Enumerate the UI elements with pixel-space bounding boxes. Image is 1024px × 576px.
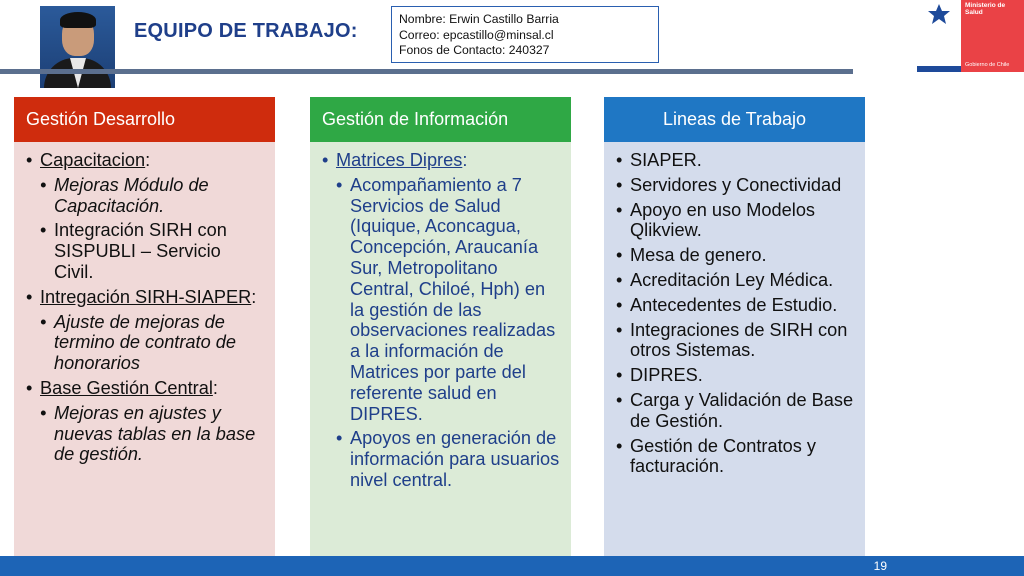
list-item [26,287,265,308]
column-heading: Gestión de Información [310,97,571,142]
item-title: Base Gestión Central [40,377,213,398]
list-subitem: • Integración SIRH con SISPUBLI – Servicio Civil. [26,220,265,282]
list-subitem: • Mejoras en ajustes y nuevas tablas en la base de gestión. [26,403,265,465]
list-item: • Acreditación Ley Médica. [616,270,855,291]
column-lineas-trabajo [604,97,865,557]
list-subitem: • Acompañamiento a 7 Servicios de Salud (Iquique, Aconcagua, Concepción, Araucanía Sur, Metropolitano Central, Chiloé, Hph) en la gestión de las observaciones realizadas a la información de Matrices por parte del referente salud en DIPRES. [322,175,561,425]
list-item: • Mesa de genero. [616,245,855,266]
item-title: Intregación SIRH-SIAPER [40,286,252,307]
list-item: • Carga y Validación de Base de Gestión. [616,390,855,432]
column-heading: Lineas de Trabajo [604,97,865,142]
list-item [322,150,561,171]
item-suffix: : [251,286,257,307]
contact-name: Nombre: Erwin Castillo Barria [399,12,559,26]
item-suffix: : [462,150,468,170]
contact-email: Correo: epcastillo@minsal.cl [399,27,554,42]
column-heading: Gestión Desarrollo [14,97,275,142]
item-suffix: : [145,150,151,170]
list-item: • Gestión de Contratos y facturación. [616,436,855,478]
header-divider [0,69,853,74]
logo-line-2: Salud [965,9,983,16]
logo-footer-text: Gobierno de Chile [965,62,1010,68]
column-gestion-informacion [310,97,571,557]
ministry-logo [917,0,1024,72]
list-item: • SIAPER. [616,150,855,171]
logo-blue-stripe [917,66,961,72]
page-number: 19 [873,559,887,573]
item-suffix: : [212,377,218,398]
list-item: • DIPRES. [616,365,855,386]
item-title: Matrices Dipres [336,150,463,170]
column-body [310,142,571,557]
coat-of-arms-icon [923,2,955,28]
logo-line-1: Ministerio de [965,2,1006,9]
list-item: • Antecedentes de Estudio. [616,295,855,316]
column-body [14,142,275,557]
contact-box [391,6,659,63]
page-title: EQUIPO DE TRABAJO: [134,20,358,42]
column-body [604,142,865,557]
list-subitem: • Ajuste de mejoras de termino de contrato de honorarios [26,312,265,374]
list-item: • Apoyo en uso Modelos Qlikview. [616,200,855,242]
photo-hair [60,12,96,28]
list-item [26,378,265,399]
list-item [26,150,265,171]
list-subitem: • Mejoras Módulo de Capacitación. [26,175,265,217]
footer-bar [0,556,1024,576]
list-item: • Servidores y Conectividad [616,175,855,196]
logo-text [965,2,1005,16]
profile-photo [40,6,115,88]
list-subitem: • Apoyos en generación de información para usuarios nivel central. [322,428,561,490]
list-item: • Integraciones de SIRH con otros Sistemas. [616,320,855,362]
item-title: Capacitacion [40,150,146,170]
contact-phone: Fonos de Contacto: 240327 [399,43,550,57]
column-gestion-desarrollo [14,97,275,557]
